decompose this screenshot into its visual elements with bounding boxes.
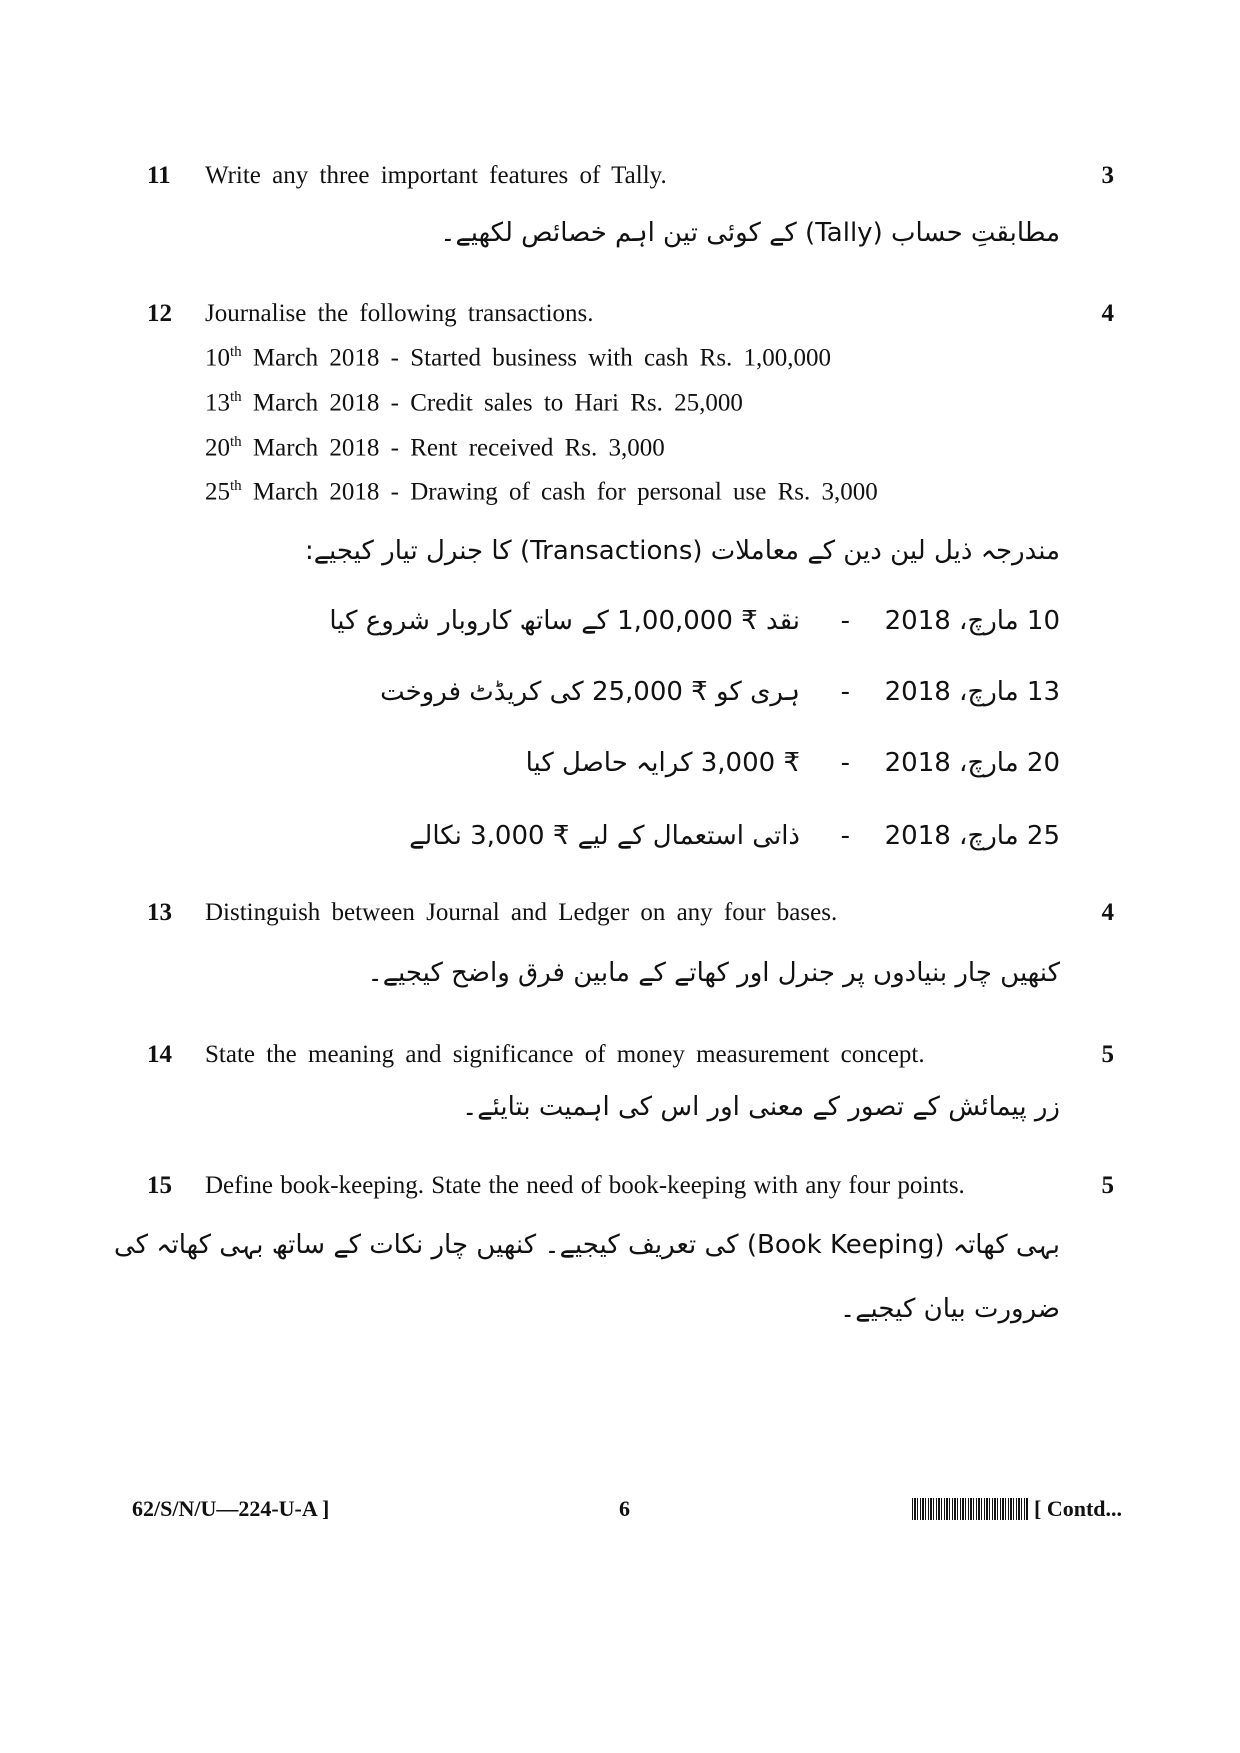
question-13-urdu: کنھیں چار بنیادوں پر جنرل اور کھاتے کے مابین فرق واضح کیجیے۔	[367, 958, 1060, 988]
transaction-line: 20th March 2018 - Rent received Rs. 3,000	[205, 434, 665, 462]
question-text-en: Journalise the following transactions.	[205, 300, 594, 327]
question-number: 13	[147, 899, 172, 926]
transaction-line: 25th March 2018 - Drawing of cash for personal use Rs. 3,000	[205, 478, 878, 506]
question-15-urdu-line2: ضرورت بیان کیجیے۔	[840, 1294, 1060, 1324]
question-text-en: Define book-keeping. State the need of book-keeping with any four points.	[205, 1172, 965, 1199]
question-marks: 5	[1101, 1041, 1114, 1068]
question-marks: 4	[1101, 300, 1114, 327]
question-marks: 5	[1101, 1172, 1114, 1199]
transaction-line: 10th March 2018 - Started business with cash Rs. 1,00,000	[205, 344, 832, 372]
paper-code: 62/S/N/U—224-U-A ]	[132, 1496, 330, 1521]
question-number: 11	[147, 162, 171, 189]
question-text-en: Write any three important features of Tally.	[205, 162, 667, 189]
question-text-en: State the meaning and significance of money measurement concept.	[205, 1041, 925, 1068]
question-12-urdu: مندرجہ ذیل لین دین کے معاملات (Transactions) کا جنرل تیار کیجیے:	[305, 536, 1060, 566]
question-text-en: Distinguish between Journal and Ledger on any four bases.	[205, 899, 838, 926]
question-11-urdu: مطابقتِ حساب (Tally) کے کوئی تین اہم خصائص لکھیے۔	[440, 218, 1060, 248]
question-number: 15	[147, 1172, 172, 1199]
question-marks: 3	[1101, 162, 1114, 189]
continued-label: [ Contd...	[1034, 1496, 1123, 1521]
question-marks: 4	[1101, 899, 1114, 926]
question-15-urdu-line1: بہی کھاتہ (Book Keeping) کی تعریف کیجیے۔ کنھیں چار نکات کے ساتھ بہی کھاتہ کی	[113, 1230, 1060, 1260]
question-14-urdu: زر پیمائش کے تصور کے معنی اور اس کی اہمیت بتایئے۔	[462, 1092, 1060, 1122]
transaction-line: 13th March 2018 - Credit sales to Hari Rs. 25,000	[205, 389, 743, 417]
exam-page: 11 Write any three important features of Tally. 3 مطابقتِ حساب (Tally) کے کوئی تین اہم خصائص لکھیے۔ 12 Journalise the following transactions. 4 10th March 2018 - Started business with cash Rs. 1,00,000 13th March 2018 - Credit sales to Hari Rs. 25,000 20th March 2018 - Rent received Rs. 3,000 25th March 2018 - Drawing of cash for personal use Rs. 3,000 مندرجہ ذیل لین دین کے معاملات (Transactions) کا جنرل تیار کیجیے: 10 مارچ، 2018 - نقد ₹ 1,00,000 کے ساتھ کاروبار شروع کیا 13 مارچ، 2018 - ہری کو ₹ 25,000 کی کریڈٹ فروخت 20 مارچ، 2018 - ₹ 3,000 کرایہ حاصل کیا 25 مارچ، 2018 - ذاتی استعمال کے لیے ₹ 3,000 نکالے 13 Distinguish between Journal and Ledger on any four bases. 4 کنھیں چار بنیادوں پر جنرل اور کھاتے کے مابین فرق واضح کیجیے۔ 14 State the meaning and significance of money measurement concept. 5 زر پیمائش کے تصور کے معنی اور اس کی اہمیت بتایئے۔ 15 Define book-keeping. State the need of book-keeping with any four points. 5 بہی کھاتہ (Book Keeping) کی تعریف کیجیے۔ کنھیں چار نکات کے ساتھ بہی کھاتہ کی ضرورت بیان کیجیے۔ 62/S/N/U—224-U-A ] 6 [ Contd...	[113, 162, 1123, 1521]
question-number: 14	[147, 1041, 172, 1068]
question-number: 12	[147, 300, 172, 327]
page-number: 6	[619, 1496, 630, 1521]
barcode-image	[912, 1498, 1029, 1520]
